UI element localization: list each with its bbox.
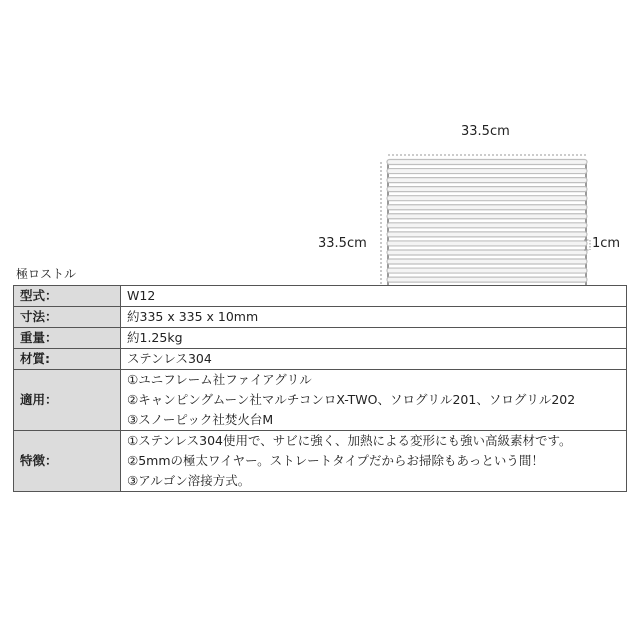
wire-rod bbox=[387, 277, 587, 282]
spec-label: 重量： bbox=[14, 328, 121, 349]
spec-label: 寸法： bbox=[14, 307, 121, 328]
wire-rod bbox=[387, 169, 587, 174]
wire-rod bbox=[387, 178, 587, 183]
wire-rod bbox=[387, 250, 587, 255]
wire-rod bbox=[387, 241, 587, 246]
width-dimension-label: 33.5cm bbox=[461, 124, 510, 139]
spec-line: ①ユニフレーム社ファイアグリル bbox=[127, 372, 312, 387]
wire-rod bbox=[387, 259, 587, 264]
spec-line: ③スノーピック社焚火台M bbox=[127, 412, 274, 427]
spec-row-compatibility bbox=[14, 370, 627, 431]
spec-label: 材質: bbox=[14, 349, 121, 370]
spec-line: ③アルゴン溶接方式。 bbox=[127, 473, 251, 488]
wire-rod bbox=[387, 223, 587, 228]
spec-row-material bbox=[14, 349, 627, 370]
spec-line: ②キャンピングムーン社マルチコンロX-TWO、ソログリル201、ソログリル202 bbox=[127, 392, 576, 407]
spec-value: ステンレス304 bbox=[121, 349, 627, 370]
spec-value: 約335 x 335 x 10mm bbox=[121, 307, 627, 328]
spec-row-model bbox=[14, 286, 627, 307]
wire-rod bbox=[387, 205, 587, 210]
wire-rod bbox=[387, 214, 587, 219]
spec-value: W12 bbox=[121, 286, 627, 307]
spec-table bbox=[13, 285, 627, 492]
spec-label: 特徴： bbox=[14, 431, 121, 492]
spec-value bbox=[121, 431, 627, 492]
depth-dimension-label: 33.5cm bbox=[318, 236, 367, 251]
wire-rod bbox=[387, 268, 587, 273]
spec-line: ①ステンレス304使用で、サビに強く、加熱による変形にも強い高級素材です。 bbox=[127, 433, 572, 448]
wire-rod bbox=[387, 160, 587, 165]
spec-label: 型式： bbox=[14, 286, 121, 307]
spec-row-weight bbox=[14, 328, 627, 349]
spec-value: 約1.25kg bbox=[121, 328, 627, 349]
wire-rod bbox=[387, 232, 587, 237]
spec-row-size bbox=[14, 307, 627, 328]
product-name: 極ロストル bbox=[16, 267, 77, 281]
wire-rod bbox=[387, 196, 587, 201]
height-dimension-label: 1cm bbox=[592, 236, 621, 251]
spec-row-features bbox=[14, 431, 627, 492]
spec-value bbox=[121, 370, 627, 431]
spec-line: ②5mmの極太ワイヤー。ストレートタイプだからお掃除もあっという間！ bbox=[127, 453, 544, 468]
wire-rod bbox=[387, 187, 587, 192]
spec-label: 適用： bbox=[14, 370, 121, 431]
